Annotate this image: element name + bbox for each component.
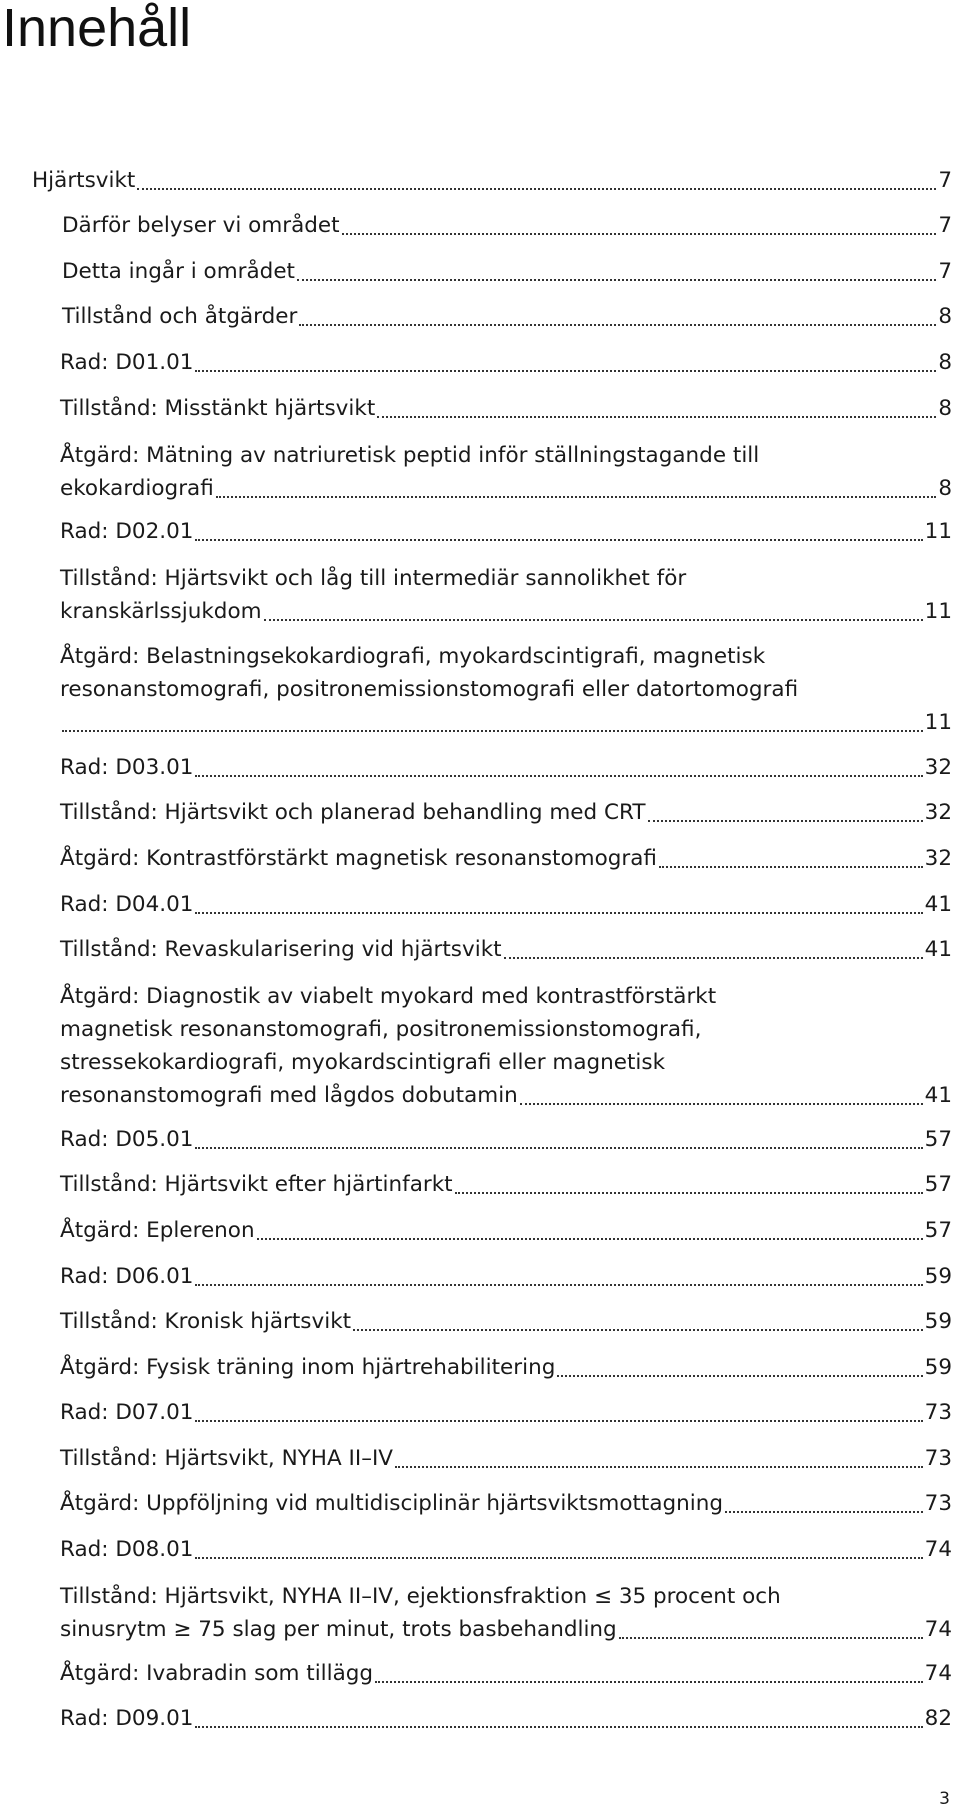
- dot-leader: [216, 496, 937, 498]
- dot-leader: [725, 1511, 923, 1513]
- dot-leader: [504, 957, 923, 959]
- toc-page-number: 73: [924, 1400, 952, 1426]
- toc-page-number: 57: [924, 1172, 952, 1198]
- toc-entry-text: stressekokardiografi, myokardscintigrafi eller magnetisk: [60, 1050, 666, 1076]
- toc-page-number: 41: [924, 1083, 952, 1109]
- toc-entry[interactable]: [60, 742, 952, 788]
- toc-entry-text: Åtgärd: Diagnostik av viabelt myokard med kontrastförstärkt: [60, 984, 717, 1010]
- page-number: 3: [939, 1789, 950, 1809]
- toc-entry-text: Tillstånd: Revaskularisering vid hjärtsvikt: [60, 937, 502, 963]
- toc-entry-text: Åtgärd: Eplerenon: [60, 1217, 255, 1243]
- toc-entry-text: Därför belyser vi området: [62, 213, 340, 239]
- toc-entry[interactable]: [60, 925, 952, 971]
- toc-entry-text: Tillstånd: Hjärtsvikt, NYHA II–IV: [60, 1445, 393, 1471]
- toc-entry[interactable]: [62, 292, 952, 338]
- dot-leader: [195, 370, 936, 372]
- dot-leader: [455, 1192, 923, 1194]
- toc-entry[interactable]: [60, 1570, 952, 1648]
- dot-leader: [659, 866, 923, 868]
- toc-entry[interactable]: [60, 1251, 952, 1297]
- toc-entry[interactable]: [60, 630, 952, 742]
- dot-leader: [195, 1726, 922, 1728]
- toc-page-number: 8: [938, 304, 952, 330]
- dot-leader: [195, 775, 922, 777]
- dot-leader: [195, 1147, 922, 1149]
- toc-page-number: 59: [924, 1263, 952, 1289]
- toc-entry-text: Åtgärd: Fysisk träning inom hjärtrehabilitering: [60, 1354, 556, 1380]
- toc-page-number: 32: [924, 845, 952, 871]
- toc-entry-text: Detta ingår i området: [62, 258, 295, 284]
- toc-entry[interactable]: [60, 970, 952, 1114]
- toc-entry[interactable]: [60, 788, 952, 834]
- dot-leader: [520, 1103, 923, 1105]
- toc-entry-text: ekokardiografi: [60, 475, 214, 501]
- toc-page-number: 57: [924, 1217, 952, 1243]
- dot-leader: [299, 324, 936, 326]
- toc-entry-text: magnetisk resonanstomografi, positronemissionstomografi,: [60, 1017, 702, 1043]
- toc-entry-text: Tillstånd: Hjärtsvikt, NYHA II–IV, ejektionsfraktion ≤ 35 procent och: [60, 1584, 781, 1610]
- dot-leader: [648, 820, 923, 822]
- toc-entry-text: resonanstomografi, positronemissionstomografi eller datortomografi: [60, 677, 799, 703]
- toc-page-number: 73: [924, 1491, 952, 1517]
- toc-entry-text: Tillstånd och åtgärder: [62, 304, 298, 330]
- toc-entry[interactable]: [60, 383, 952, 429]
- toc-page-number: 8: [938, 349, 952, 375]
- table-of-contents: [0, 155, 960, 1739]
- dot-leader: [195, 912, 922, 914]
- dot-leader: [377, 416, 936, 418]
- page-title: Innehåll: [2, 0, 192, 58]
- toc-entry-text: Tillstånd: Kronisk hjärtsvikt: [60, 1309, 352, 1335]
- dot-leader: [62, 730, 923, 732]
- dot-leader: [264, 619, 923, 621]
- toc-page-number: 7: [938, 213, 952, 239]
- toc-entry[interactable]: [60, 1160, 952, 1206]
- toc-entry[interactable]: [60, 1297, 952, 1343]
- dot-leader: [257, 1238, 923, 1240]
- toc-entry-text: kranskärlssjukdom: [60, 599, 262, 625]
- toc-page-number: 74: [924, 1617, 952, 1643]
- toc-entry-text: resonanstomografi med lågdos dobutamin: [60, 1083, 518, 1109]
- toc-entry[interactable]: [60, 507, 952, 553]
- toc-page-number: 41: [924, 891, 952, 917]
- toc-entry[interactable]: [60, 1114, 952, 1160]
- dot-leader: [375, 1681, 923, 1683]
- toc-entry[interactable]: [60, 1342, 952, 1388]
- dot-leader: [342, 233, 937, 235]
- toc-entry-text: Åtgärd: Ivabradin som tillägg: [60, 1660, 374, 1686]
- toc-page-number: 32: [924, 800, 952, 826]
- toc-entry-text: Rad: D01.01: [60, 349, 194, 375]
- toc-page-number: 82: [924, 1706, 952, 1732]
- toc-entry-text: Rad: D07.01: [60, 1400, 194, 1426]
- toc-entry-text: Tillstånd: Misstänkt hjärtsvikt: [60, 395, 376, 421]
- toc-entry[interactable]: [60, 1694, 952, 1740]
- toc-page-number: 59: [924, 1354, 952, 1380]
- toc-entry[interactable]: [60, 1205, 952, 1251]
- dot-leader: [395, 1466, 923, 1468]
- dot-leader: [195, 539, 922, 541]
- toc-entry[interactable]: [60, 833, 952, 879]
- toc-page-number: 74: [924, 1537, 952, 1563]
- toc-page-number: 59: [924, 1309, 952, 1335]
- toc-entry-text: Åtgärd: Uppföljning vid multidisciplinär hjärtsviktsmottagning: [60, 1491, 724, 1517]
- toc-entry-text: Tillstånd: Hjärtsvikt och planerad behandling med CRT: [60, 800, 646, 826]
- dot-leader: [137, 188, 936, 190]
- toc-entry-text: Rad: D03.01: [60, 754, 194, 780]
- toc-entry[interactable]: [60, 552, 952, 630]
- dot-leader: [557, 1375, 922, 1377]
- toc-entry-text: Tillstånd: Hjärtsvikt och låg till intermediär sannolikhet för: [60, 566, 687, 592]
- toc-entry-text: Rad: D05.01: [60, 1126, 194, 1152]
- toc-entry-text: Tillstånd: Hjärtsvikt efter hjärtinfarkt: [60, 1172, 453, 1198]
- toc-page-number: 8: [938, 395, 952, 421]
- toc-entry[interactable]: [62, 246, 952, 292]
- toc-entry-text: Rad: D08.01: [60, 1537, 194, 1563]
- toc-entry[interactable]: [32, 155, 952, 201]
- dot-leader: [297, 279, 936, 281]
- toc-entry-text: Hjärtsvikt: [32, 167, 136, 193]
- toc-page-number: 8: [938, 475, 952, 501]
- dot-leader: [195, 1557, 922, 1559]
- toc-page-number: 74: [924, 1660, 952, 1686]
- toc-page-number: 7: [938, 258, 952, 284]
- dot-leader: [195, 1284, 922, 1286]
- toc-page-number: 41: [924, 937, 952, 963]
- toc-entry-text: Åtgärd: Mätning av natriuretisk peptid inför ställningstagande till: [60, 442, 760, 468]
- toc-entry-text: Rad: D09.01: [60, 1706, 194, 1732]
- toc-page-number: 11: [924, 710, 952, 736]
- toc-entry[interactable]: [60, 1433, 952, 1479]
- toc-page-number: 32: [924, 754, 952, 780]
- toc-entry-text: Åtgärd: Belastningsekokardiografi, myokardscintigrafi, magnetisk: [60, 644, 766, 670]
- toc-entry[interactable]: [62, 201, 952, 247]
- dot-leader: [619, 1637, 923, 1639]
- toc-entry[interactable]: [60, 1648, 952, 1694]
- toc-page-number: 73: [924, 1445, 952, 1471]
- toc-entry[interactable]: [60, 337, 952, 383]
- toc-entry-text: Åtgärd: Kontrastförstärkt magnetisk resonanstomografi: [60, 845, 657, 871]
- toc-entry-text: Rad: D06.01: [60, 1263, 194, 1289]
- dot-leader: [353, 1329, 923, 1331]
- toc-entry[interactable]: [60, 1524, 952, 1570]
- toc-entry[interactable]: [60, 1388, 952, 1434]
- toc-page-number: 57: [924, 1126, 952, 1152]
- toc-entry[interactable]: [60, 429, 952, 507]
- toc-page-number: 7: [938, 167, 952, 193]
- toc-page-number: 11: [924, 519, 952, 545]
- toc-entry[interactable]: [60, 879, 952, 925]
- toc-entry-text: sinusrytm ≥ 75 slag per minut, trots basbehandling: [60, 1617, 617, 1643]
- toc-entry[interactable]: [60, 1479, 952, 1525]
- toc-entry-text: Rad: D04.01: [60, 891, 194, 917]
- toc-page-number: 11: [924, 599, 952, 625]
- dot-leader: [195, 1420, 922, 1422]
- toc-entry-text: Rad: D02.01: [60, 519, 194, 545]
